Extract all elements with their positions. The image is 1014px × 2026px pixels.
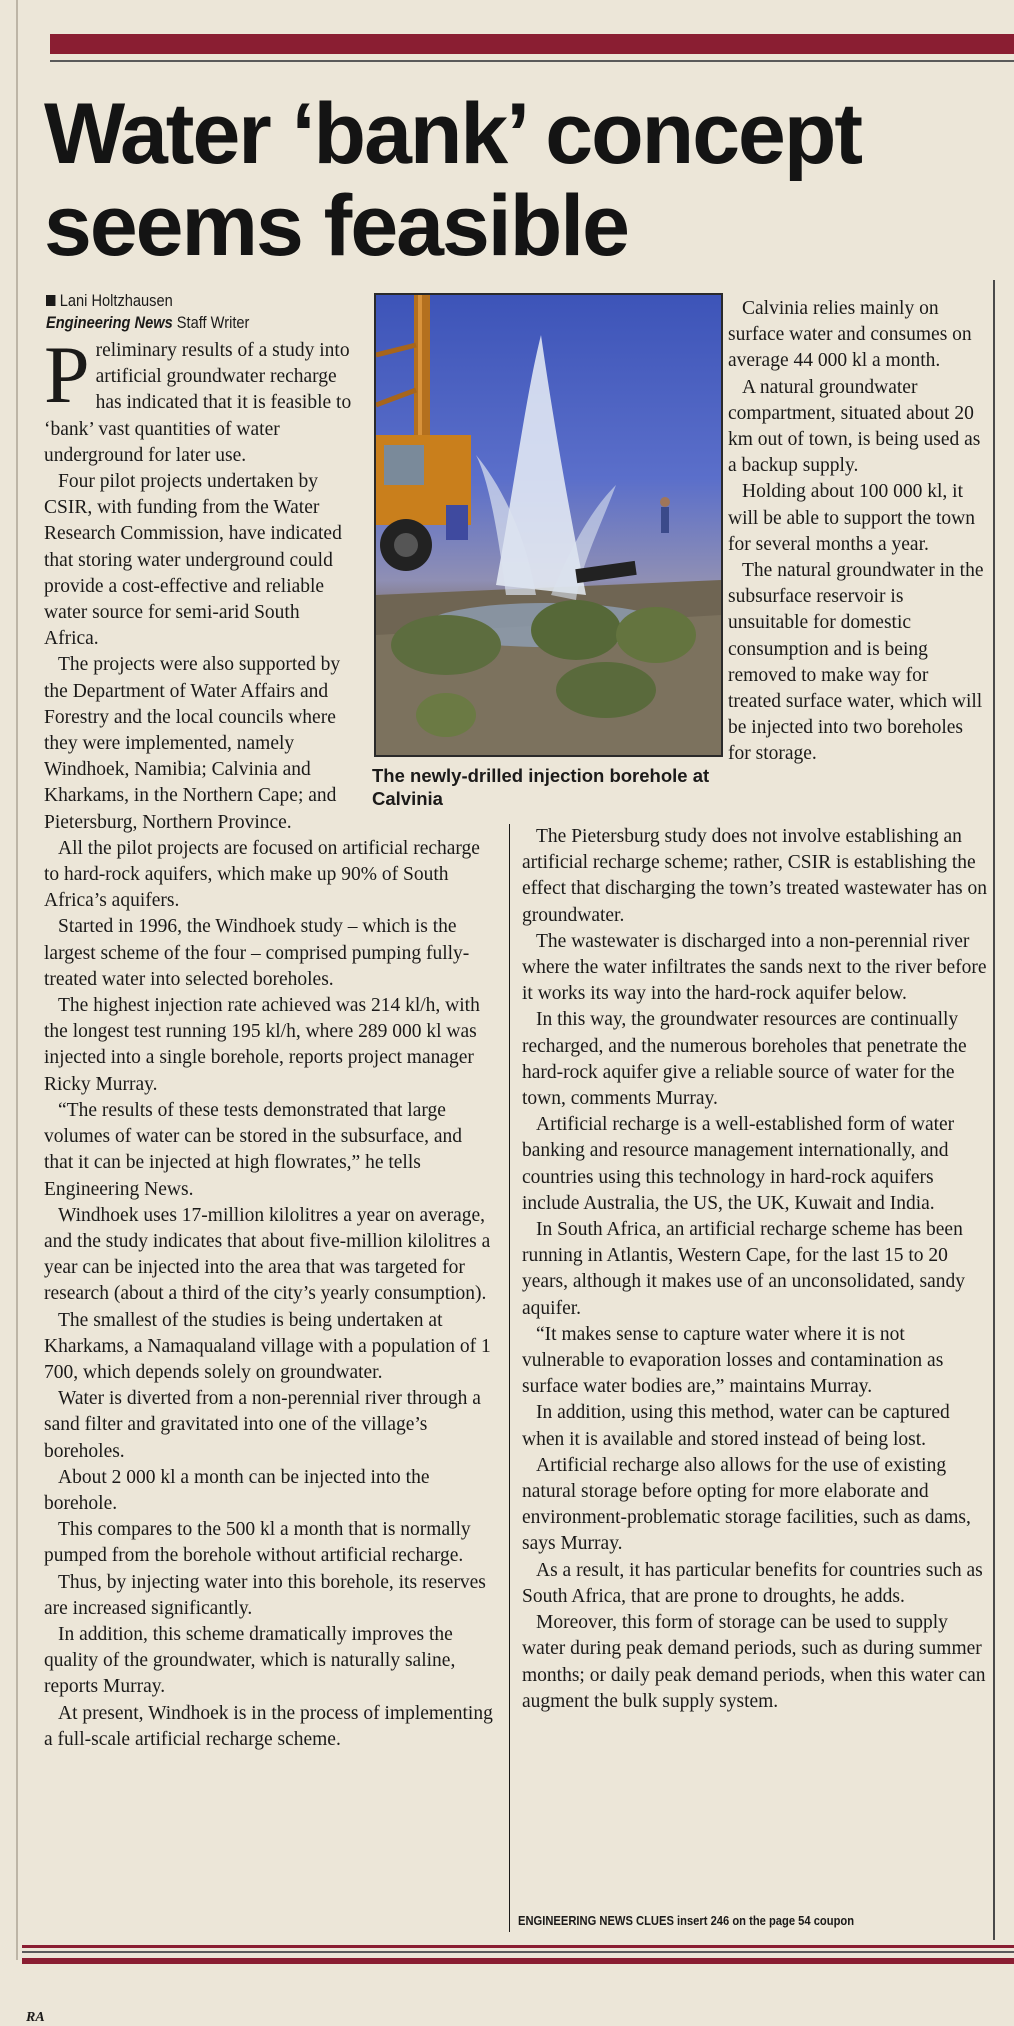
paragraph: In this way, the groundwater resources are continually recharged, and the numerous boreholes that penetrate the hard-rock aquifer give a reliable source of water for the town, comments Murray.	[522, 1009, 967, 1110]
header-color-bar	[50, 34, 1014, 54]
article-headline: Water ‘bank’ concept seems feasible	[44, 86, 862, 274]
paragraph: “It makes sense to capture water where it is not vulnerable to evaporation losses and contamination as surface water bodies are,” maintains Murray.	[522, 1323, 944, 1398]
author-role: Staff Writer	[172, 313, 250, 332]
column-divider	[509, 824, 510, 1932]
article-column-right	[522, 824, 988, 1715]
reader-service-note: ENGINEERING NEWS CLUES insert 246 on the page 54 coupon	[518, 1913, 855, 1928]
byline	[46, 290, 249, 334]
paragraph: The projects were also supported by the Department of Water Affairs and Forestry and the local councils where they were implemented, namely Windhoek, Namibia; Calvinia and Kharkams, in the Northern Cape; and Pietersburg, Northern Province.	[44, 654, 341, 833]
drop-cap: P	[44, 329, 90, 420]
paragraph: At present, Windhoek is in the process of implementing a full-scale artificial recharge scheme.	[44, 1702, 493, 1750]
paragraph: Four pilot projects undertaken by CSIR, with funding from the Water Research Commission, have indicated that storing water underground could provide a cost-effective and reliable water source for semi-arid South Africa.	[44, 471, 342, 650]
article-column-left	[44, 329, 494, 1753]
page-mark: RA	[26, 2010, 45, 2025]
paragraph: The Pietersburg study does not involve establishing an artificial recharge scheme; rather, CSIR is establishing the effect that discharging the town’s treated wastewater has on groundwater.	[522, 826, 987, 926]
paragraph: About 2 000 kl a month can be injected into the borehole.	[44, 1466, 430, 1514]
paragraph: The highest injection rate achieved was 214 kl/h, with the longest test running 195 kl/h, where 289 000 kl was injected into a single borehole, reports project manager Ricky Murray.	[44, 995, 480, 1095]
paragraph: The wastewater is discharged into a non-perennial river where the water infiltrates the sands next to the river before it works its way into the hard-rock aquifer below.	[522, 930, 987, 1005]
paragraph-text: reliminary results of a study into artificial groundwater recharge has indicated that it is feasible to ‘bank’ vast quantities of water underground for later use.	[44, 340, 352, 466]
paragraph: Artificial recharge is a well-established form of water banking and resource management internationally, and countries using this technology in hard-rock aquifers include Australia, the US, the UK, Kuwait and India.	[522, 1114, 955, 1214]
paragraph: In addition, this scheme dramatically improves the quality of the groundwater, which is naturally saline, reports Murray.	[44, 1623, 456, 1698]
paragraph: Artificial recharge also allows for the use of existing natural storage before opting for more elaborate and environment-problematic storage facilities, such as dams, says Murray.	[522, 1454, 971, 1555]
author-line	[46, 290, 249, 312]
paragraph: All the pilot projects are focused on artificial recharge to hard-rock aquifers, which make up 90% of South Africa’s aquifers.	[44, 837, 480, 912]
paragraph: “The results of these tests demonstrated that large volumes of water can be stored in the subsurface, and that it can be injected at high flowrates,” he tells Engineering News.	[44, 1099, 463, 1200]
article-column-right-top	[728, 296, 984, 768]
paragraph: Holding about 100 000 kl, it will be able to support the town for several months a year.	[728, 481, 975, 555]
paragraph: The smallest of the studies is being undertaken at Kharkams, a Namaqualand village with a population of 1 700, which depends solely on groundwater.	[44, 1309, 491, 1383]
byline-square-icon	[46, 295, 55, 306]
paragraph: As a result, it has particular benefits for countries such as South Africa, that are prone to droughts, he adds.	[522, 1559, 983, 1607]
paragraph: Water is diverted from a non-perennial river through a sand filter and gravitated into one of the village’s boreholes.	[44, 1388, 481, 1462]
page-edge-line	[16, 0, 18, 1960]
paragraph: In addition, using this method, water can be captured when it is available and stored instead of being lost.	[522, 1402, 950, 1450]
right-margin-rule	[993, 280, 995, 1940]
header-rule	[50, 60, 1014, 62]
paragraph: Moreover, this form of storage can be used to supply water during peak demand periods, such as during summer months; or daily peak demand periods, when this water can augment the bulk supply system.	[522, 1612, 986, 1712]
paragraph: Calvinia relies mainly on surface water and consumes on average 44 000 kl a month.	[728, 298, 972, 372]
lead-paragraph	[44, 329, 354, 469]
paragraph: Windhoek uses 17-million kilolitres a year on average, and the study indicates that about five-million kilolitres a year can be injected into the area that was targeted for research (about a third of the city’s yearly consumption).	[44, 1204, 491, 1305]
paragraph: In South Africa, an artificial recharge scheme has been running in Atlantis, Western Cape, for the last 15 to 20 years, although it makes use of an unconsolidated, sandy aquifer.	[522, 1219, 965, 1319]
footer-rule	[22, 1951, 1014, 1953]
author-name: Lani Holtzhausen	[59, 291, 173, 310]
photo-caption: The newly-drilled injection borehole at Calvinia	[372, 765, 710, 809]
paragraph: A natural groundwater compartment, situated about 20 km out of town, is being used as a backup supply.	[728, 376, 981, 477]
footer-rule	[22, 1945, 1014, 1948]
footer-color-bar	[22, 1958, 1014, 1964]
paragraph: This compares to the 500 kl a month that is normally pumped from the borehole without artificial recharge.	[44, 1519, 471, 1567]
publication-name: Engineering News	[46, 313, 173, 332]
paragraph: Thus, by injecting water into this borehole, its reserves are increased significantly.	[44, 1571, 486, 1619]
paragraph: Started in 1996, the Windhoek study – which is the largest scheme of the four – comprised pumping fully-treated water into selected boreholes.	[44, 916, 470, 990]
paragraph: The natural groundwater in the subsurface reservoir is unsuitable for domestic consumption and is being removed to make way for treated surface water, which will be injected into two boreholes for storage.	[728, 560, 984, 765]
